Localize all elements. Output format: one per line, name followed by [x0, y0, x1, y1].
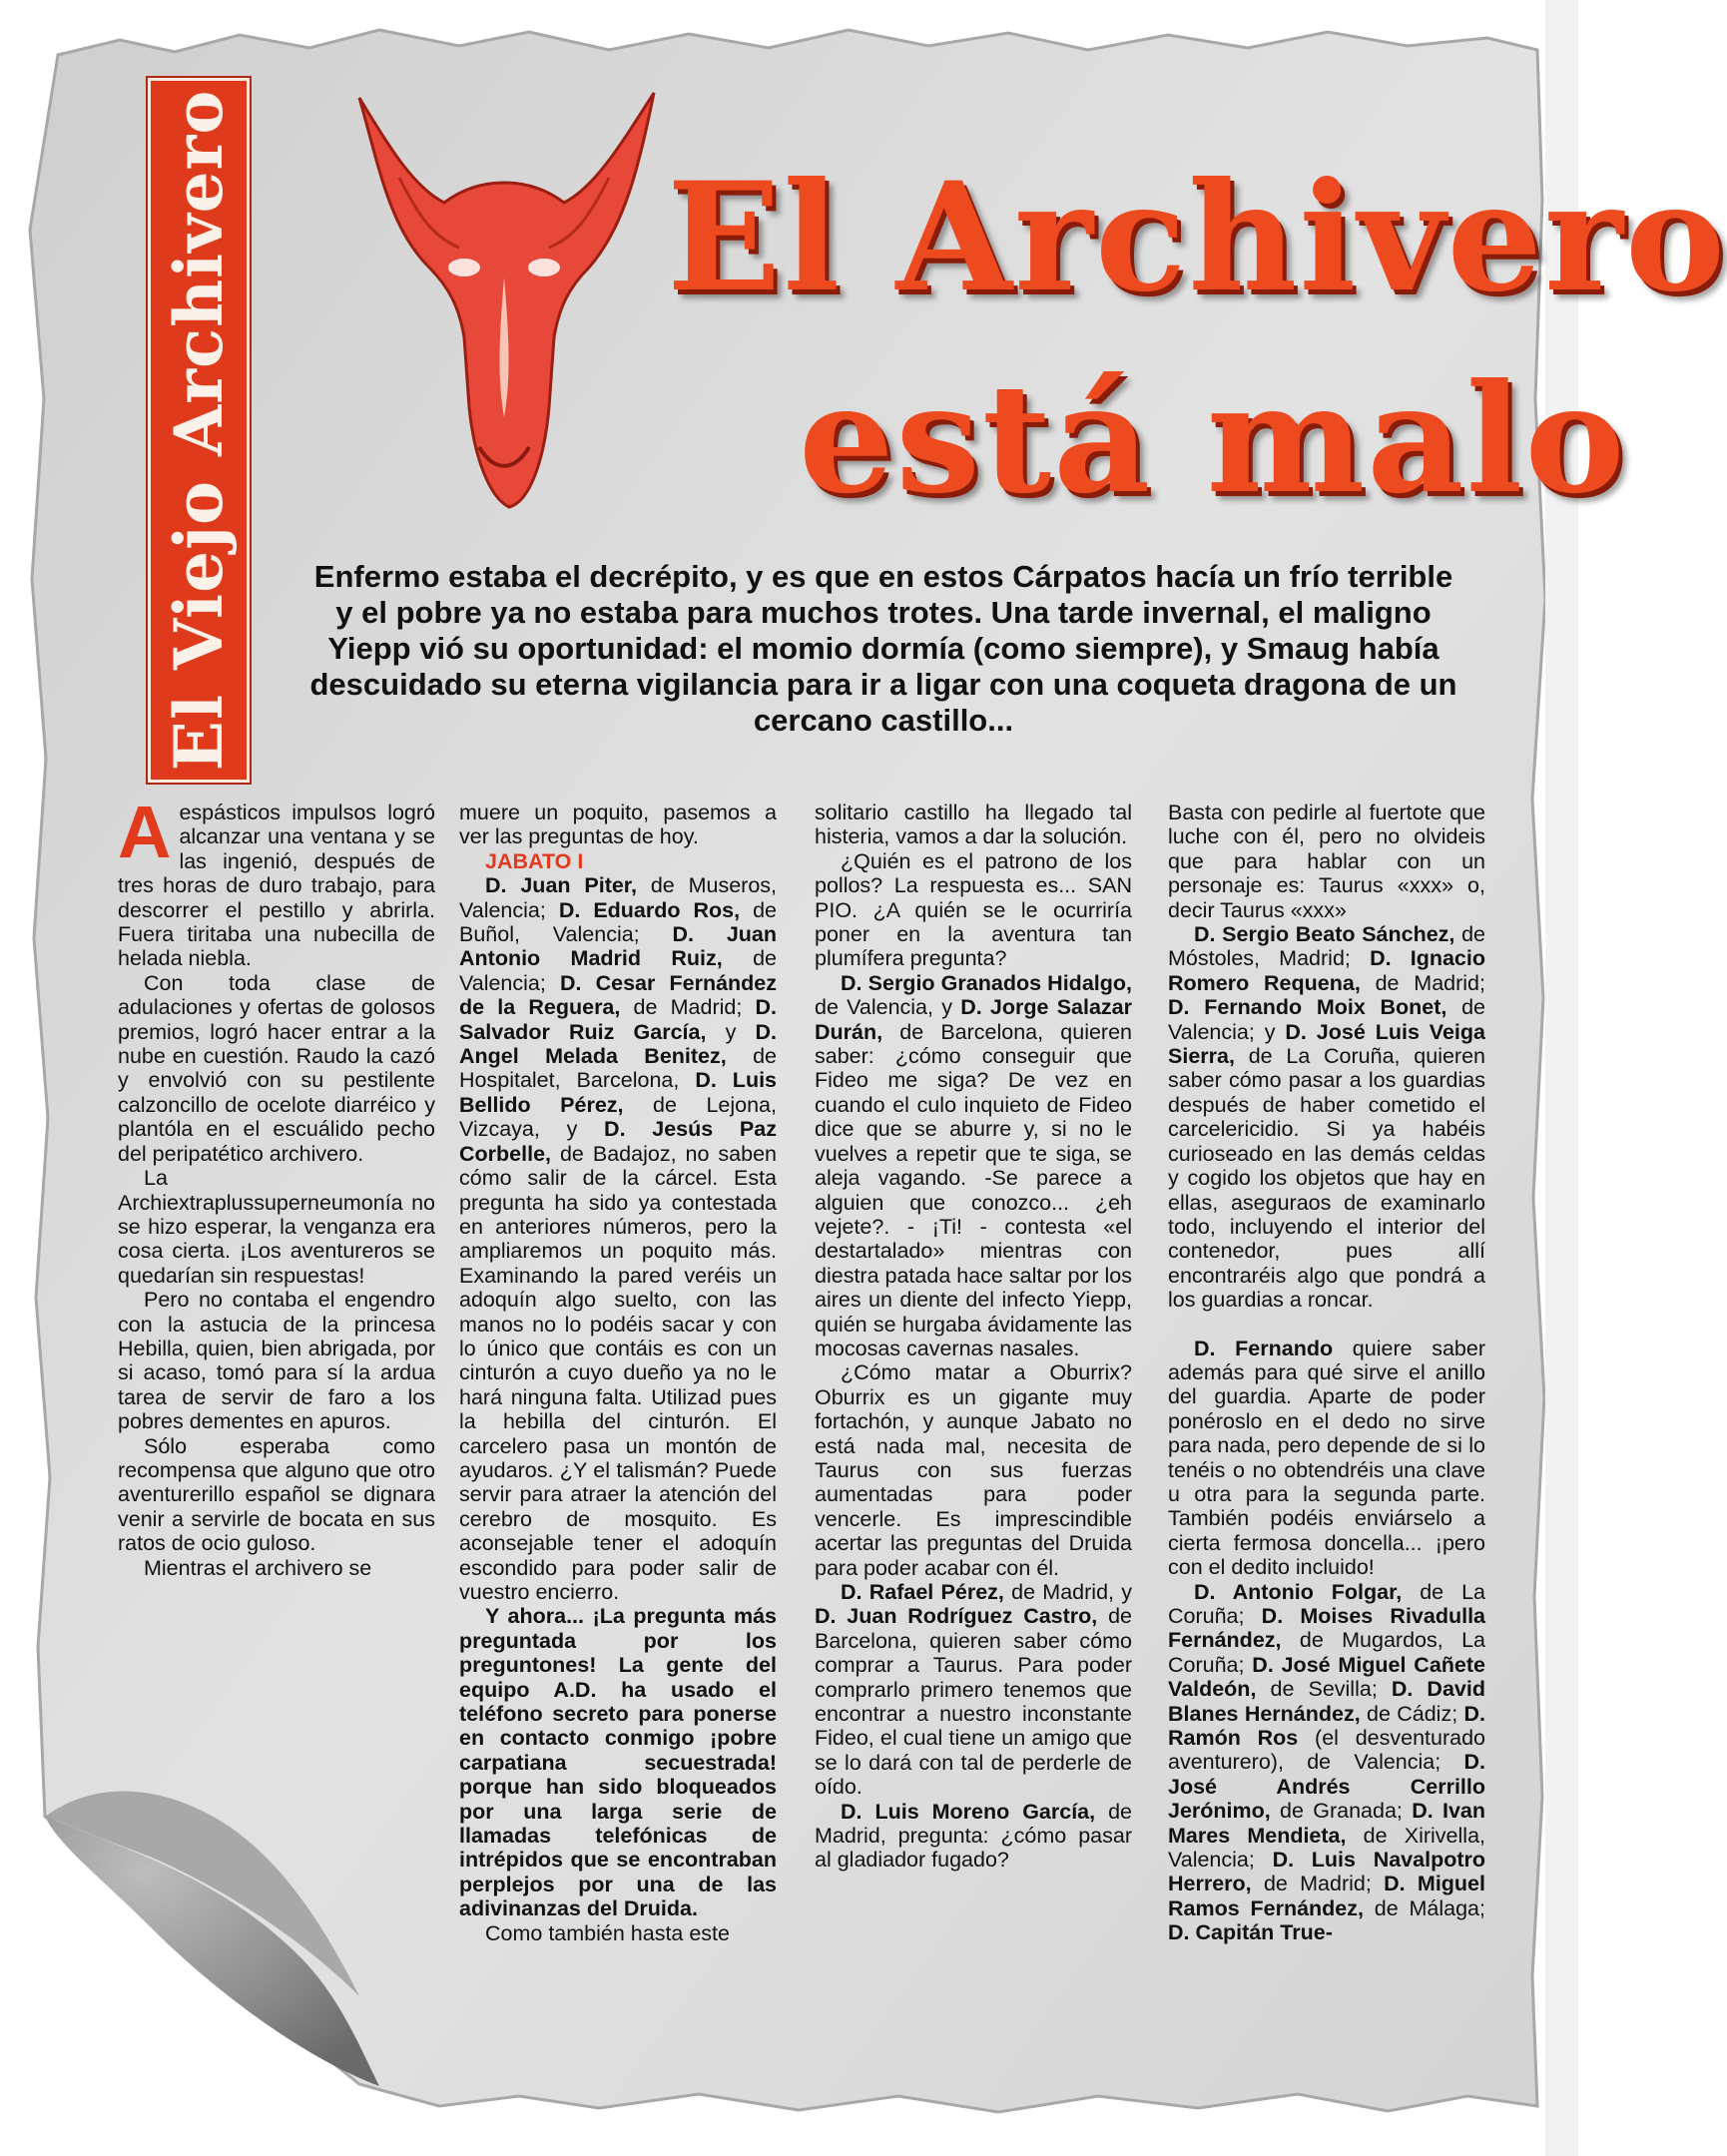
- reader-name: D. Luis Navalpotro Herrero,: [1168, 1848, 1485, 1896]
- text: de Madrid;: [620, 995, 756, 1020]
- banner-text: El Viejo Archivero: [160, 89, 238, 772]
- reader-name: D. Juan Piter,: [485, 873, 637, 898]
- text: quiere saber además para qué sirve el anillo del guardia. Aparte de poder ponéroslo en el dedo no sirve para nada, pero depende de si lo tenéis o no obtendréis una clave u otra para la segunda parte. También podéis enviárselo a cierta fermosa doncella... ¡pero con el dedito incluido!: [1168, 1336, 1486, 1580]
- reader-name: D. Cesar Fernández de la Reguera,: [459, 970, 778, 1020]
- reader-name: D. Fernando Moix Bonet,: [1168, 995, 1447, 1020]
- reader-name: D. Juan Antonio Madrid Ruiz,: [459, 922, 777, 971]
- section-heading: JABATO I: [485, 848, 584, 873]
- text: de Cádiz;: [1360, 1701, 1464, 1726]
- text: de Madrid;: [1251, 1872, 1385, 1896]
- reader-name: D. Miguel Ramos Fernández,: [1168, 1872, 1485, 1920]
- text: (el desventurado aventurero), de Valencia;: [1168, 1726, 1485, 1775]
- reader-name: D. Jorge Salazar Durán,: [815, 995, 1133, 1044]
- paragraph: muere un poquito, pasemos a ver las preguntas de hoy.: [459, 801, 777, 849]
- text: de La Coruña, quieren saber cómo pasar a los guardias después de haber cometido el carcelericidio. Si ya habéis curioseado en las demás celdas y cogido los objetos que hay en ellas, aseguraos de examinarlo todo, incluyendo el interior del contenedor, pues allí encontraréis algo que pondrá a los guardias a roncar.: [1168, 1044, 1485, 1313]
- paragraph: ¿Quién es el patrono de los pollos? La respuesta es... SAN PIO. ¿A quién se le ocurriría poner en la aventura tan plumífera pregunta?: [815, 848, 1132, 971]
- paragraph: [459, 873, 777, 1604]
- text: de Madrid, y: [1003, 1580, 1133, 1604]
- reader-name: D. Ignacio Romero Requena,: [1168, 946, 1485, 995]
- text: de Valencia;: [459, 946, 778, 995]
- reader-name: D. Angel Melada Benitez,: [459, 1019, 778, 1069]
- paragraph: Basta con pedirle al fuertote que luche con él, pero no olvideis que para hablar con un personaje es: Taurus «xxx» o, decir Taurus «xxx»: [1168, 801, 1485, 922]
- text: de Hospitalet, Barcelona,: [459, 1044, 777, 1093]
- paragraph: La Archiextraplussuperneumonía no se hizo esperar, la venganza era cosa cierta. ¡Los aventureros se quedarían sin respuestas!: [118, 1166, 435, 1288]
- reader-name: D. José Miguel Cañete Valdeón,: [1168, 1652, 1485, 1702]
- reader-name: D. Salvador Ruiz García,: [459, 995, 777, 1044]
- vertical-banner: [148, 78, 250, 783]
- paragraph: [1168, 1337, 1485, 1580]
- highlight-text: Y ahora... ¡La pregunta más preguntada por los preguntones! La gente del equipo A.D. ha usado el teléfono secreto para ponerse en contacto conmigo ¡pobre carpatiana secuestrada! porque han sido bloqueados por una larga serie de llamadas telefónicas de intrépidos que se encontraban perplejos por una de las adivinanzas del Druida.: [459, 1604, 777, 1921]
- paragraph: espásticos impulsos logró alcanzar una ventana y se las ingenió, después de tres horas de duro trabajo, para descorrer el pestillo y abrirla. Fuera tiritaba una nubecilla de helada niebla.: [118, 801, 435, 971]
- article-column-3: [815, 801, 1132, 1873]
- text: de Badajoz, no saben cómo salir de la cárcel. Esta pregunta ha sido ya contestada en anteriores números, pero la ampliaremos un poquito más. Examinando la pared veréis un adoquín algo suelto, con las manos no lo podéis sacar y con lo único que contáis es con un cinturón a cuyo dueño ya no le hará ninguna falta. Utilizad pues la hebilla del cinturón. El carcelero pasa un montón de ayudaros. ¿Y el talismán? Puede servir para atraer la atención del cerebro de mosquito. Es aconsejable tener el adoquín escondido para poder salir de vuestro encierro.: [459, 1141, 777, 1604]
- paragraph: [815, 1580, 1132, 1800]
- reader-name: D. Sergio Beato Sánchez,: [1194, 922, 1455, 947]
- text: de Valencia, y: [815, 995, 961, 1020]
- text: de La Coruña;: [1168, 1579, 1486, 1628]
- paragraph: Con toda clase de adulaciones y ofertas de golosos premios, logró hacer entrar a la nube en cuestión. Raudo la cazó y envolvió con su pestilente calzoncillo de ocelote diarréico y plantóla en el escuálido pecho del peripatético archivero.: [118, 970, 435, 1166]
- reader-name: D. Capitán True-: [1168, 1920, 1333, 1945]
- demon-head-icon: [339, 78, 669, 517]
- text: de Xirivella, Valencia;: [1168, 1823, 1485, 1873]
- text: de Málaga;: [1363, 1895, 1485, 1920]
- reader-name: D. José Andrés Cerrillo Jerónimo,: [1168, 1750, 1485, 1824]
- reader-name: D. Luis Moreno García,: [841, 1799, 1096, 1824]
- reader-name: D. Rafael Pérez,: [841, 1580, 1004, 1604]
- reader-name: D. Antonio Folgar,: [1194, 1579, 1403, 1604]
- reader-name: D. Eduardo Ros,: [558, 897, 741, 922]
- drop-cap: A: [118, 791, 172, 873]
- text: de Buñol, Valencia;: [459, 897, 778, 947]
- reader-name: D. Sergio Granados Hidalgo,: [841, 970, 1132, 995]
- paragraph: Como también hasta este: [485, 1920, 730, 1945]
- article-column-2: [459, 801, 777, 1945]
- text: y: [706, 1019, 756, 1044]
- title-line-1: El Archivero: [667, 150, 1727, 325]
- reader-name: D. Juan Rodríguez Castro,: [815, 1604, 1098, 1629]
- paragraph: [1168, 1580, 1485, 1945]
- text: de Museros, Valencia;: [459, 873, 777, 922]
- text: de Sevilla;: [1256, 1677, 1392, 1702]
- text: de Barcelona, quieren saber: ¿cómo conseguir que Fideo me siga? De vez en cuando el culo inquieto de Fideo dice que se aburre y, si no le vuelves a repetir que te siga, se aleja vagando. -Se parece a alguien que conozco... ¿eh vejete?. - ¡Ti! - contesta «el destartalado» mientras con diestra patada hace saltar por los aires un diente del infecto Yiepp, quién se hurgaba ávidamente las mocosas cavernas nasales.: [815, 1019, 1132, 1360]
- text: de Barcelona, quieren saber cómo comprar a Taurus. Para poder comprarlo primero tenemos que encontrar a nuestro inconstante Fideo, el cual tiene un amigo que se lo dará con tal de perderle de oído.: [815, 1604, 1132, 1800]
- title-line-2: está malo: [799, 351, 1627, 527]
- reader-name: D. José Luis Veiga Sierra,: [1168, 1019, 1485, 1069]
- paragraph: ¿Cómo matar a Oburrix? Oburrix es un gigante muy fortachón, y aunque Jabato no está nada mal, necesita de Taurus con sus fuerzas aumentadas para poder vencerle. Es imprescindible acertar las preguntas del Druida para poder acabar con él.: [815, 1360, 1132, 1580]
- text: de Mugardos, La Coruña;: [1168, 1628, 1485, 1677]
- paragraph: Sólo esperaba como recompensa que alguno que otro aventurerillo español se dignara venir a servirle de bocata en sus ratos de ocio guloso.: [118, 1433, 435, 1556]
- paragraph: [815, 1800, 1132, 1873]
- article-subtitle: Enfermo estaba el decrépito, y es que en estos Cárpatos hacía un frío terrible y el pobre ya no estaba para muchos trotes. Una tarde invernal, el maligno Yiepp vió su oportunidad: el momio dormía (como siempre), y Smaug había descuidado su eterna vigilancia para ir a ligar con una coqueta dragona de un cercano castillo...: [309, 559, 1457, 738]
- text: de Móstoles, Madrid;: [1168, 922, 1486, 971]
- reader-name: D. Ramón Ros: [1168, 1701, 1485, 1751]
- text: de Lejona, Vizcaya, y: [459, 1092, 777, 1142]
- text: de Valencia; y: [1168, 995, 1485, 1044]
- article-column-1: [118, 791, 435, 1580]
- reader-name: D. Luis Bellido Pérez,: [459, 1068, 778, 1117]
- text: de Granada;: [1270, 1799, 1413, 1824]
- reader-name: D. Jesús Paz Corbelle,: [459, 1117, 777, 1166]
- article-column-4: [1168, 801, 1485, 1945]
- reader-name: D. David Blanes Hernández,: [1168, 1677, 1485, 1726]
- paragraph: [1168, 922, 1485, 1313]
- text: de Madrid, pregunta: ¿cómo pasar al gladiador fugado?: [815, 1799, 1132, 1873]
- paragraph: solitario castillo ha llegado tal histeria, vamos a dar la solución.: [815, 801, 1132, 849]
- text: de Madrid;: [1360, 970, 1485, 995]
- paragraph: Mientras el archivero se: [144, 1555, 372, 1580]
- paragraph: Pero no contaba el engendro con la astucia de la princesa Hebilla, quien, bien abrigada, por si acaso, tomó para sí la ardua tarea de servir de faro a los pobres dementes en apuros.: [118, 1288, 435, 1434]
- paragraph: [815, 971, 1132, 1361]
- reader-name: D. Ivan Mares Mendieta,: [1168, 1799, 1485, 1848]
- paragraph: [459, 1604, 777, 1920]
- reader-name: D. Fernando: [1194, 1336, 1334, 1360]
- reader-name: D. Moises Rivadulla Fernández,: [1168, 1604, 1485, 1653]
